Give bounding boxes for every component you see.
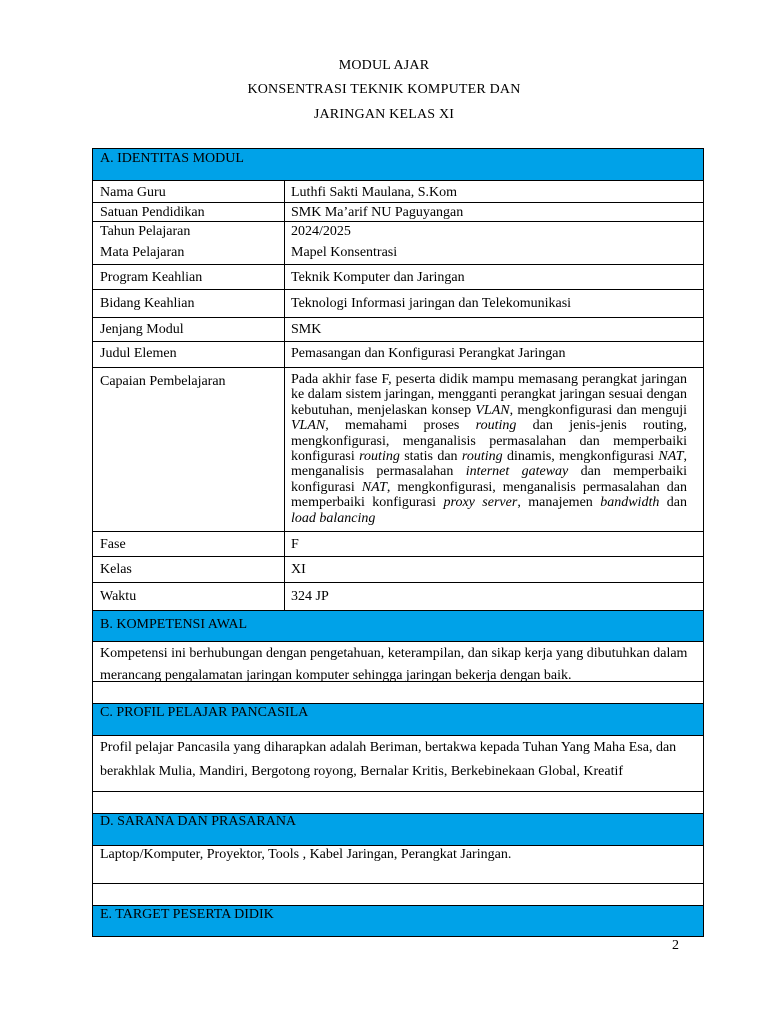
row-label-satuan-pendidikan: Satuan Pendidikan (100, 205, 205, 220)
module-subtitle-line-2: JARINGAN KELAS XI (313, 107, 455, 122)
row-label-kelas: Kelas (100, 562, 132, 577)
row-value-judul-elemen: Pemasangan dan Konfigurasi Perangkat Jaringan (291, 346, 566, 361)
section-title-a: A. IDENTITAS MODUL (100, 151, 244, 166)
profil-pelajar-text: Profil pelajar Pancasila yang diharapkan adalah Beriman, bertakwa kepada Tuhan Yang Maha Esa, dan berakhlak Mulia, Mandiri, Bergotong royong, Bernalar Kritis, Berkebinekaan Global, Kreatif (100, 740, 677, 779)
row-value-bidang-keahlian: Teknologi Informasi jaringan dan Telekomunikasi (291, 296, 572, 311)
row-label-tahun-pelajaran: Tahun Pelajaran (100, 224, 191, 239)
section-title-d: D. SARANA DAN PRASARANA (100, 814, 297, 829)
row-label-bidang-keahlian: Bidang Keahlian (100, 296, 195, 311)
row-divider (92, 531, 703, 532)
sarana-prasarana-text: Laptop/Komputer, Proyektor, Tools , Kabel Jaringan, Perangkat Jaringan. (100, 847, 512, 862)
row-divider (92, 202, 703, 203)
section-title-b: B. KOMPETENSI AWAL (100, 617, 248, 632)
table-top-border (92, 148, 703, 149)
table-right-border (703, 148, 704, 937)
row-divider (92, 264, 703, 265)
row-label-fase: Fase (100, 537, 126, 552)
row-label-judul-elemen: Judul Elemen (100, 346, 177, 361)
section-title-c: C. PROFIL PELAJAR PANCASILA (100, 705, 309, 720)
row-divider (92, 556, 703, 557)
row-label-program-keahlian: Program Keahlian (100, 270, 203, 285)
row-divider (92, 791, 703, 792)
row-label-mata-pelajaran: Mata Pelajaran (100, 245, 185, 260)
row-value-nama-guru: Luthfi Sakti Maulana, S.Kom (291, 185, 458, 200)
row-value-jenjang-modul: SMK (291, 322, 322, 337)
row-label-jenjang-modul: Jenjang Modul (100, 322, 184, 337)
page-number: 2 (672, 938, 679, 953)
row-divider (92, 582, 703, 583)
row-divider (92, 180, 703, 181)
row-value-satuan-pendidikan: SMK Ma’arif NU Paguyangan (291, 205, 464, 220)
row-label-nama-guru: Nama Guru (100, 185, 166, 200)
row-divider (92, 341, 703, 342)
row-divider (92, 317, 703, 318)
row-value-tahun-pelajaran: 2024/2025 (291, 224, 351, 239)
module-title: MODUL AJAR (338, 58, 430, 73)
row-divider (92, 221, 703, 222)
row-value-mata-pelajaran: Mapel Konsentrasi (291, 245, 398, 260)
module-subtitle-line-1: KONSENTRASI TEKNIK KOMPUTER DAN (247, 82, 521, 97)
section-title-e: E. TARGET PESERTA DIDIK (100, 907, 274, 922)
kompetensi-awal-text: Kompetensi ini berhubungan dengan pengetahuan, keterampilan, dan sikap kerja yang dibutuhkan dalam merancang pengalamatan jaringan komputer sehingga jaringan bekerja dengan baik. (100, 646, 688, 683)
row-divider (92, 610, 703, 611)
capaian-pembelajaran-text: Pada akhir fase F, peserta didik mampu memasang perangkat jaringan ke dalam sistem jaringan, mengganti perangkat jaringan sesuai dengan kebutuhan, menjelaskan konsep VLAN, mengkonfigurasi dan menguji VLAN, memahami proses routing dan jenis-jenis routing, mengkonfigurasi, menganalisis permasalahan dan memperbaiki konfigurasi routing statis dan routing dinamis, mengkonfigurasi NAT, menganalisis permasalahan internet gateway dan memperbaiki konfigurasi NAT, mengkonfigurasi, menganalisis permasalahan dan memperbaiki konfigurasi proxy server, manajemen bandwidth dan load balancing (291, 372, 688, 526)
row-divider (92, 883, 703, 884)
row-value-fase: F (291, 537, 299, 552)
row-label-capaian-pembelajaran: Capaian Pembelajaran (100, 374, 226, 389)
row-divider (92, 641, 703, 642)
table-bottom-border (92, 936, 703, 937)
row-divider (92, 289, 703, 290)
row-value-kelas: XI (291, 562, 306, 577)
table-column-divider (284, 180, 285, 610)
row-value-waktu: 324 JP (291, 589, 329, 604)
row-label-waktu: Waktu (100, 589, 137, 604)
row-value-program-keahlian: Teknik Komputer dan Jaringan (291, 270, 465, 285)
row-divider (92, 367, 703, 368)
